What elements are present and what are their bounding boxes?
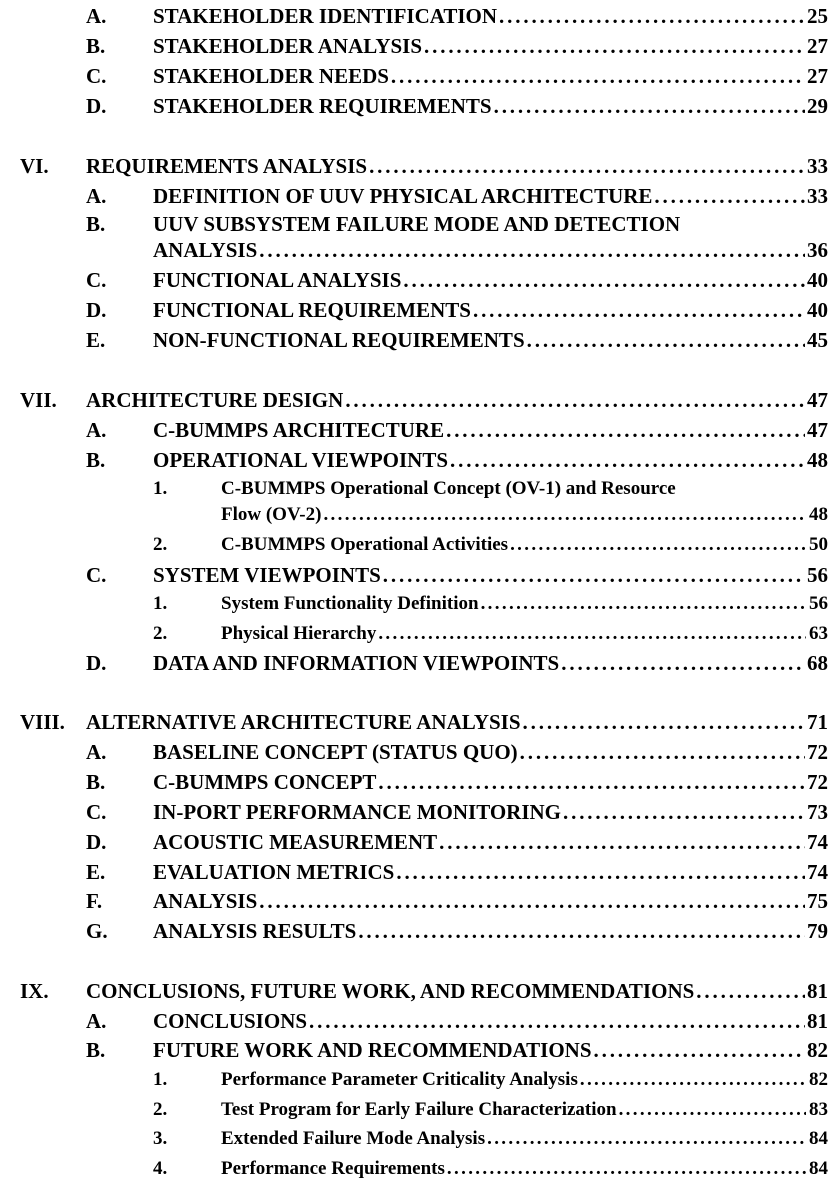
dot-leader [696, 977, 805, 1005]
entry-page: 72 [807, 770, 828, 794]
dot-leader [369, 152, 805, 180]
dot-leader [510, 531, 806, 559]
toc-chapter-entry[interactable] [0, 152, 840, 180]
entry-title-line2: ANALYSIS [153, 238, 258, 262]
toc-entry[interactable] [0, 917, 840, 945]
toc-subentry[interactable] [0, 620, 840, 648]
entry-page: 72 [807, 740, 828, 764]
entry-page: 25 [807, 4, 828, 28]
entry-page: 71 [807, 710, 828, 734]
entry-page: 36 [807, 238, 828, 262]
entry-number: D. [86, 830, 107, 854]
dot-leader [447, 1155, 806, 1183]
dot-leader [309, 1007, 805, 1035]
toc-chapter-entry[interactable] [0, 977, 840, 1005]
dot-leader [594, 1036, 806, 1064]
entry-page: 81 [807, 979, 828, 1003]
entry-number: G. [86, 919, 108, 943]
entry-page: 56 [809, 593, 828, 614]
dot-leader [391, 62, 805, 90]
entry-page: 48 [809, 504, 828, 525]
entry-number: D. [86, 94, 107, 118]
toc-entry[interactable] [0, 446, 840, 474]
dot-leader [499, 2, 805, 30]
toc-subentry-wrap-first-line[interactable] [0, 475, 840, 503]
toc-entry[interactable] [0, 2, 840, 30]
toc-entry[interactable] [0, 62, 840, 90]
dot-leader [378, 768, 805, 796]
toc-entry[interactable] [0, 182, 840, 210]
entry-page: 40 [807, 268, 828, 292]
entry-number: 2. [153, 1099, 168, 1120]
entry-number: A. [86, 4, 107, 28]
entry-page: 81 [807, 1009, 828, 1033]
toc-entry[interactable] [0, 32, 840, 60]
entry-number: E. [86, 860, 106, 884]
dot-leader [424, 32, 805, 60]
entry-page: 84 [809, 1128, 828, 1149]
entry-page: 68 [807, 651, 828, 675]
dot-leader [378, 620, 806, 648]
entry-title: STAKEHOLDER IDENTIFICATION [153, 4, 498, 28]
toc-entry[interactable] [0, 649, 840, 677]
entry-number: A. [86, 740, 107, 764]
entry-page: 73 [807, 800, 828, 824]
entry-title: FUTURE WORK AND RECOMMENDATIONS [153, 1038, 592, 1062]
chapter-title: REQUIREMENTS ANALYSIS [86, 154, 368, 178]
entry-number: B. [86, 1038, 106, 1062]
toc-entry[interactable] [0, 296, 840, 324]
entry-title: ACOUSTIC MEASUREMENT [153, 830, 438, 854]
entry-page: 84 [809, 1158, 828, 1179]
toc-subentry[interactable] [0, 590, 840, 618]
entry-title: BASELINE CONCEPT (STATUS QUO) [153, 740, 518, 764]
entry-title: STAKEHOLDER ANALYSIS [153, 34, 423, 58]
chapter-number: VIII. [20, 710, 65, 734]
dot-leader [383, 561, 805, 589]
dot-leader [259, 887, 805, 915]
toc-entry[interactable] [0, 858, 840, 886]
toc-entry[interactable] [0, 1036, 840, 1064]
chapter-number: IX. [20, 979, 49, 1003]
entry-title: CONCLUSIONS [153, 1009, 308, 1033]
entry-title: STAKEHOLDER REQUIREMENTS [153, 94, 492, 118]
entry-number: 1. [153, 1069, 168, 1090]
entry-number: 3. [153, 1128, 168, 1149]
chapter-number: VII. [20, 388, 57, 412]
entry-page: 50 [809, 534, 828, 555]
dot-leader [345, 386, 805, 414]
toc-subentry-wrap-second-line[interactable] [0, 501, 840, 529]
toc-entry[interactable] [0, 798, 840, 826]
entry-title: Performance Parameter Criticality Analysis [221, 1069, 578, 1090]
entry-title: IN-PORT PERFORMANCE MONITORING [153, 800, 561, 824]
entry-page: 74 [807, 830, 828, 854]
dot-leader [563, 798, 805, 826]
entry-title: Physical Hierarchy [221, 623, 377, 644]
dot-leader [403, 266, 805, 294]
entry-title-line1: C-BUMMPS Operational Concept (OV-1) and Resource [221, 478, 676, 499]
entry-number: B. [86, 770, 106, 794]
dot-leader [450, 446, 805, 474]
entry-title: System Functionality Definition [221, 593, 479, 614]
dot-leader [439, 828, 805, 856]
entry-number: A. [86, 1009, 107, 1033]
entry-title: OPERATIONAL VIEWPOINTS [153, 448, 449, 472]
entry-title: STAKEHOLDER NEEDS [153, 64, 389, 88]
entry-number: F. [86, 889, 103, 913]
dot-leader [527, 326, 805, 354]
entry-number: C. [86, 268, 107, 292]
dot-leader [473, 296, 805, 324]
toc-entry[interactable] [0, 887, 840, 915]
entry-number: C. [86, 563, 107, 587]
entry-number: B. [86, 448, 106, 472]
entry-page: 47 [807, 388, 828, 412]
chapter-title: ALTERNATIVE ARCHITECTURE ANALYSIS [86, 710, 521, 734]
entry-page: 27 [807, 34, 828, 58]
entry-title: EVALUATION METRICS [153, 860, 395, 884]
toc-chapter-entry[interactable] [0, 386, 840, 414]
entry-title: Extended Failure Mode Analysis [221, 1128, 486, 1149]
toc-entry[interactable] [0, 828, 840, 856]
chapter-number: VI. [20, 154, 49, 178]
dot-leader [259, 236, 805, 264]
entry-page: 79 [807, 919, 828, 943]
entry-number: 4. [153, 1158, 168, 1179]
entry-title: DATA AND INFORMATION VIEWPOINTS [153, 651, 560, 675]
toc-entry[interactable] [0, 1007, 840, 1035]
entry-title-line2: Flow (OV-2) [221, 504, 322, 525]
toc-entry[interactable] [0, 738, 840, 766]
toc-subentry[interactable] [0, 1096, 840, 1124]
entry-page: 47 [807, 418, 828, 442]
entry-page: 74 [807, 860, 828, 884]
dot-leader [654, 182, 805, 210]
entry-number: 2. [153, 623, 168, 644]
entry-page: 40 [807, 298, 828, 322]
entry-page: 63 [809, 623, 828, 644]
dot-leader [358, 917, 805, 945]
dot-leader [523, 708, 805, 736]
entry-title: C-BUMMPS ARCHITECTURE [153, 418, 445, 442]
dot-leader [396, 858, 805, 886]
toc-entry[interactable] [0, 326, 840, 354]
dot-leader [323, 501, 806, 529]
entry-title: FUNCTIONAL REQUIREMENTS [153, 298, 471, 322]
toc-entry[interactable] [0, 92, 840, 120]
entry-number: A. [86, 418, 107, 442]
entry-title: ANALYSIS RESULTS [153, 919, 357, 943]
toc-subentry[interactable] [0, 1125, 840, 1153]
entry-page: 27 [807, 64, 828, 88]
entry-title: C-BUMMPS CONCEPT [153, 770, 377, 794]
entry-title: Performance Requirements [221, 1158, 445, 1179]
entry-page: 75 [807, 889, 828, 913]
entry-number: C. [86, 800, 107, 824]
entry-number: E. [86, 328, 106, 352]
entry-number: C. [86, 64, 107, 88]
toc-entry[interactable] [0, 768, 840, 796]
toc-entry[interactable] [0, 266, 840, 294]
toc-entry-wrap-second-line[interactable] [0, 236, 840, 264]
entry-number: 1. [153, 478, 168, 499]
chapter-title: ARCHITECTURE DESIGN [86, 388, 344, 412]
entry-page: 33 [807, 184, 828, 208]
dot-leader [487, 1125, 806, 1153]
entry-page: 56 [807, 563, 828, 587]
entry-title-line1: UUV SUBSYSTEM FAILURE MODE AND DETECTION [153, 212, 681, 236]
entry-page: 29 [807, 94, 828, 118]
entry-title: ANALYSIS [153, 889, 258, 913]
entry-title: Test Program for Early Failure Characterization [221, 1099, 617, 1120]
entry-number: D. [86, 298, 107, 322]
entry-title: FUNCTIONAL ANALYSIS [153, 268, 402, 292]
entry-number: B. [86, 34, 106, 58]
dot-leader [619, 1096, 806, 1124]
toc-entry[interactable] [0, 561, 840, 589]
entry-title: C-BUMMPS Operational Activities [221, 534, 509, 555]
entry-title: DEFINITION OF UUV PHYSICAL ARCHITECTURE [153, 184, 653, 208]
toc-chapter-entry[interactable] [0, 708, 840, 736]
toc-subentry[interactable] [0, 1155, 840, 1183]
toc-entry-wrap-first-line[interactable] [0, 210, 840, 238]
dot-leader [446, 416, 805, 444]
entry-page: 83 [809, 1099, 828, 1120]
entry-number: D. [86, 651, 107, 675]
entry-number: 2. [153, 534, 168, 555]
chapter-title: CONCLUSIONS, FUTURE WORK, AND RECOMMENDATIONS [86, 979, 695, 1003]
entry-number: A. [86, 184, 107, 208]
dot-leader [481, 590, 806, 618]
entry-page: 48 [807, 448, 828, 472]
entry-page: 82 [809, 1069, 828, 1090]
entry-page: 45 [807, 328, 828, 352]
dot-leader [561, 649, 805, 677]
toc-subentry[interactable] [0, 531, 840, 559]
entry-title: SYSTEM VIEWPOINTS [153, 563, 381, 587]
dot-leader [494, 92, 805, 120]
dot-leader [580, 1066, 806, 1094]
entry-page: 33 [807, 154, 828, 178]
entry-number: 1. [153, 593, 168, 614]
entry-title: NON-FUNCTIONAL REQUIREMENTS [153, 328, 525, 352]
toc-entry[interactable] [0, 416, 840, 444]
dot-leader [520, 738, 805, 766]
toc-subentry[interactable] [0, 1066, 840, 1094]
entry-page: 82 [807, 1038, 828, 1062]
entry-number: B. [86, 212, 106, 236]
